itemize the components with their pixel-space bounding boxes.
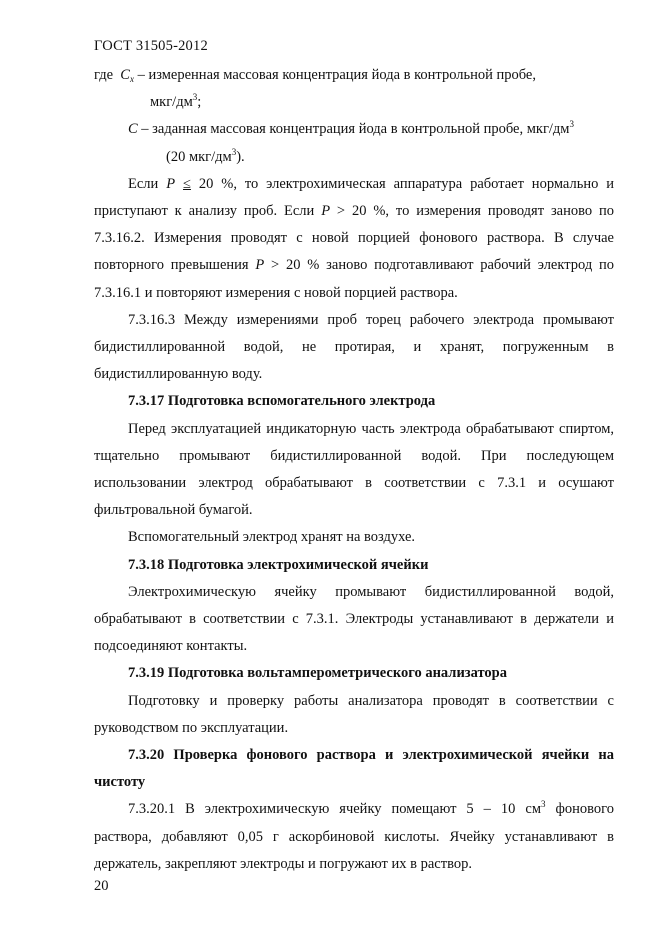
- heading-7-3-20: 7.3.20 Проверка фонового раствора и электрохимической ячейки на чистоту: [94, 747, 614, 791]
- document-header: ГОСТ 31505-2012: [94, 38, 208, 54]
- paragraph-7-3-18: Электрохимическую ячейку промывают бидистиллированной водой, обрабатывают в соответствии с 7.3.1. Электроды устанавливают в держатели и подсоединяют контакты.: [94, 583, 614, 655]
- paragraph-7-3-17-a: Перед эксплуатацией индикаторную часть электрода обрабатывают спиртом, тщательно промывают бидистиллированной водой. При последующем использовании электрод обрабатывают в соответствии с 7.3.1 и осушают фильтровальной бумагой.: [94, 420, 614, 519]
- document-body: [94, 62, 614, 878]
- heading-7-3-19: 7.3.19 Подготовка вольтамперометрического анализатора: [128, 665, 507, 682]
- paragraph-7-3-19: Подготовку и проверку работы анализатора проводят в соответствии с руководством по эксплуатации.: [94, 692, 614, 736]
- paragraph-p-criteria: Если P ≤ 20 %, то электрохимическая аппаратура работает нормально и приступают к анализу проб. Если P > 20 %, то измерения проводят заново по 7.3.16.2. Измерения проводят с новой порцией фонового раствора. В случае повторного превышения P > 20 % заново подготавливают рабочий электрод по 7.3.16.1 и повторяют измерения с новой порцией раствора.: [94, 175, 615, 301]
- paragraph-7-3-17-b: Вспомогательный электрод хранят на воздухе.: [128, 529, 416, 546]
- heading-7-3-18: 7.3.18 Подготовка электрохимической ячейки: [128, 556, 429, 573]
- page-number: 20: [94, 878, 109, 894]
- heading-7-3-17: 7.3.17 Подготовка вспомогательного электрода: [128, 393, 436, 410]
- paragraph-7-3-16-3: 7.3.16.3 Между измерениями проб торец рабочего электрода промывают бидистиллированной водой, не протирая, и хранят, погруженным в бидистиллированную воду.: [94, 311, 614, 383]
- definition-c: C – заданная массовая концентрация йода в контрольной пробе, мкг/$дм^3$: [128, 119, 574, 138]
- definition-c-value: (20 мкг/$дм^3$).: [166, 146, 245, 165]
- definition-cx: где $C_x$ – измеренная массовая концентрация йода в контрольной пробе,: [94, 67, 536, 84]
- definition-cx-unit: мкг/$дм^3$;: [150, 92, 202, 111]
- paragraph-7-3-20-1: 7.3.20.1 В электрохимическую ячейку помещают 5 – 10 $см^3$ фонового раствора, добавляют 0,05 г аскорбиновой кислоты. Ячейку устанавливают в держатель, закрепляют электроды и погружают их в раствор.: [94, 799, 614, 872]
